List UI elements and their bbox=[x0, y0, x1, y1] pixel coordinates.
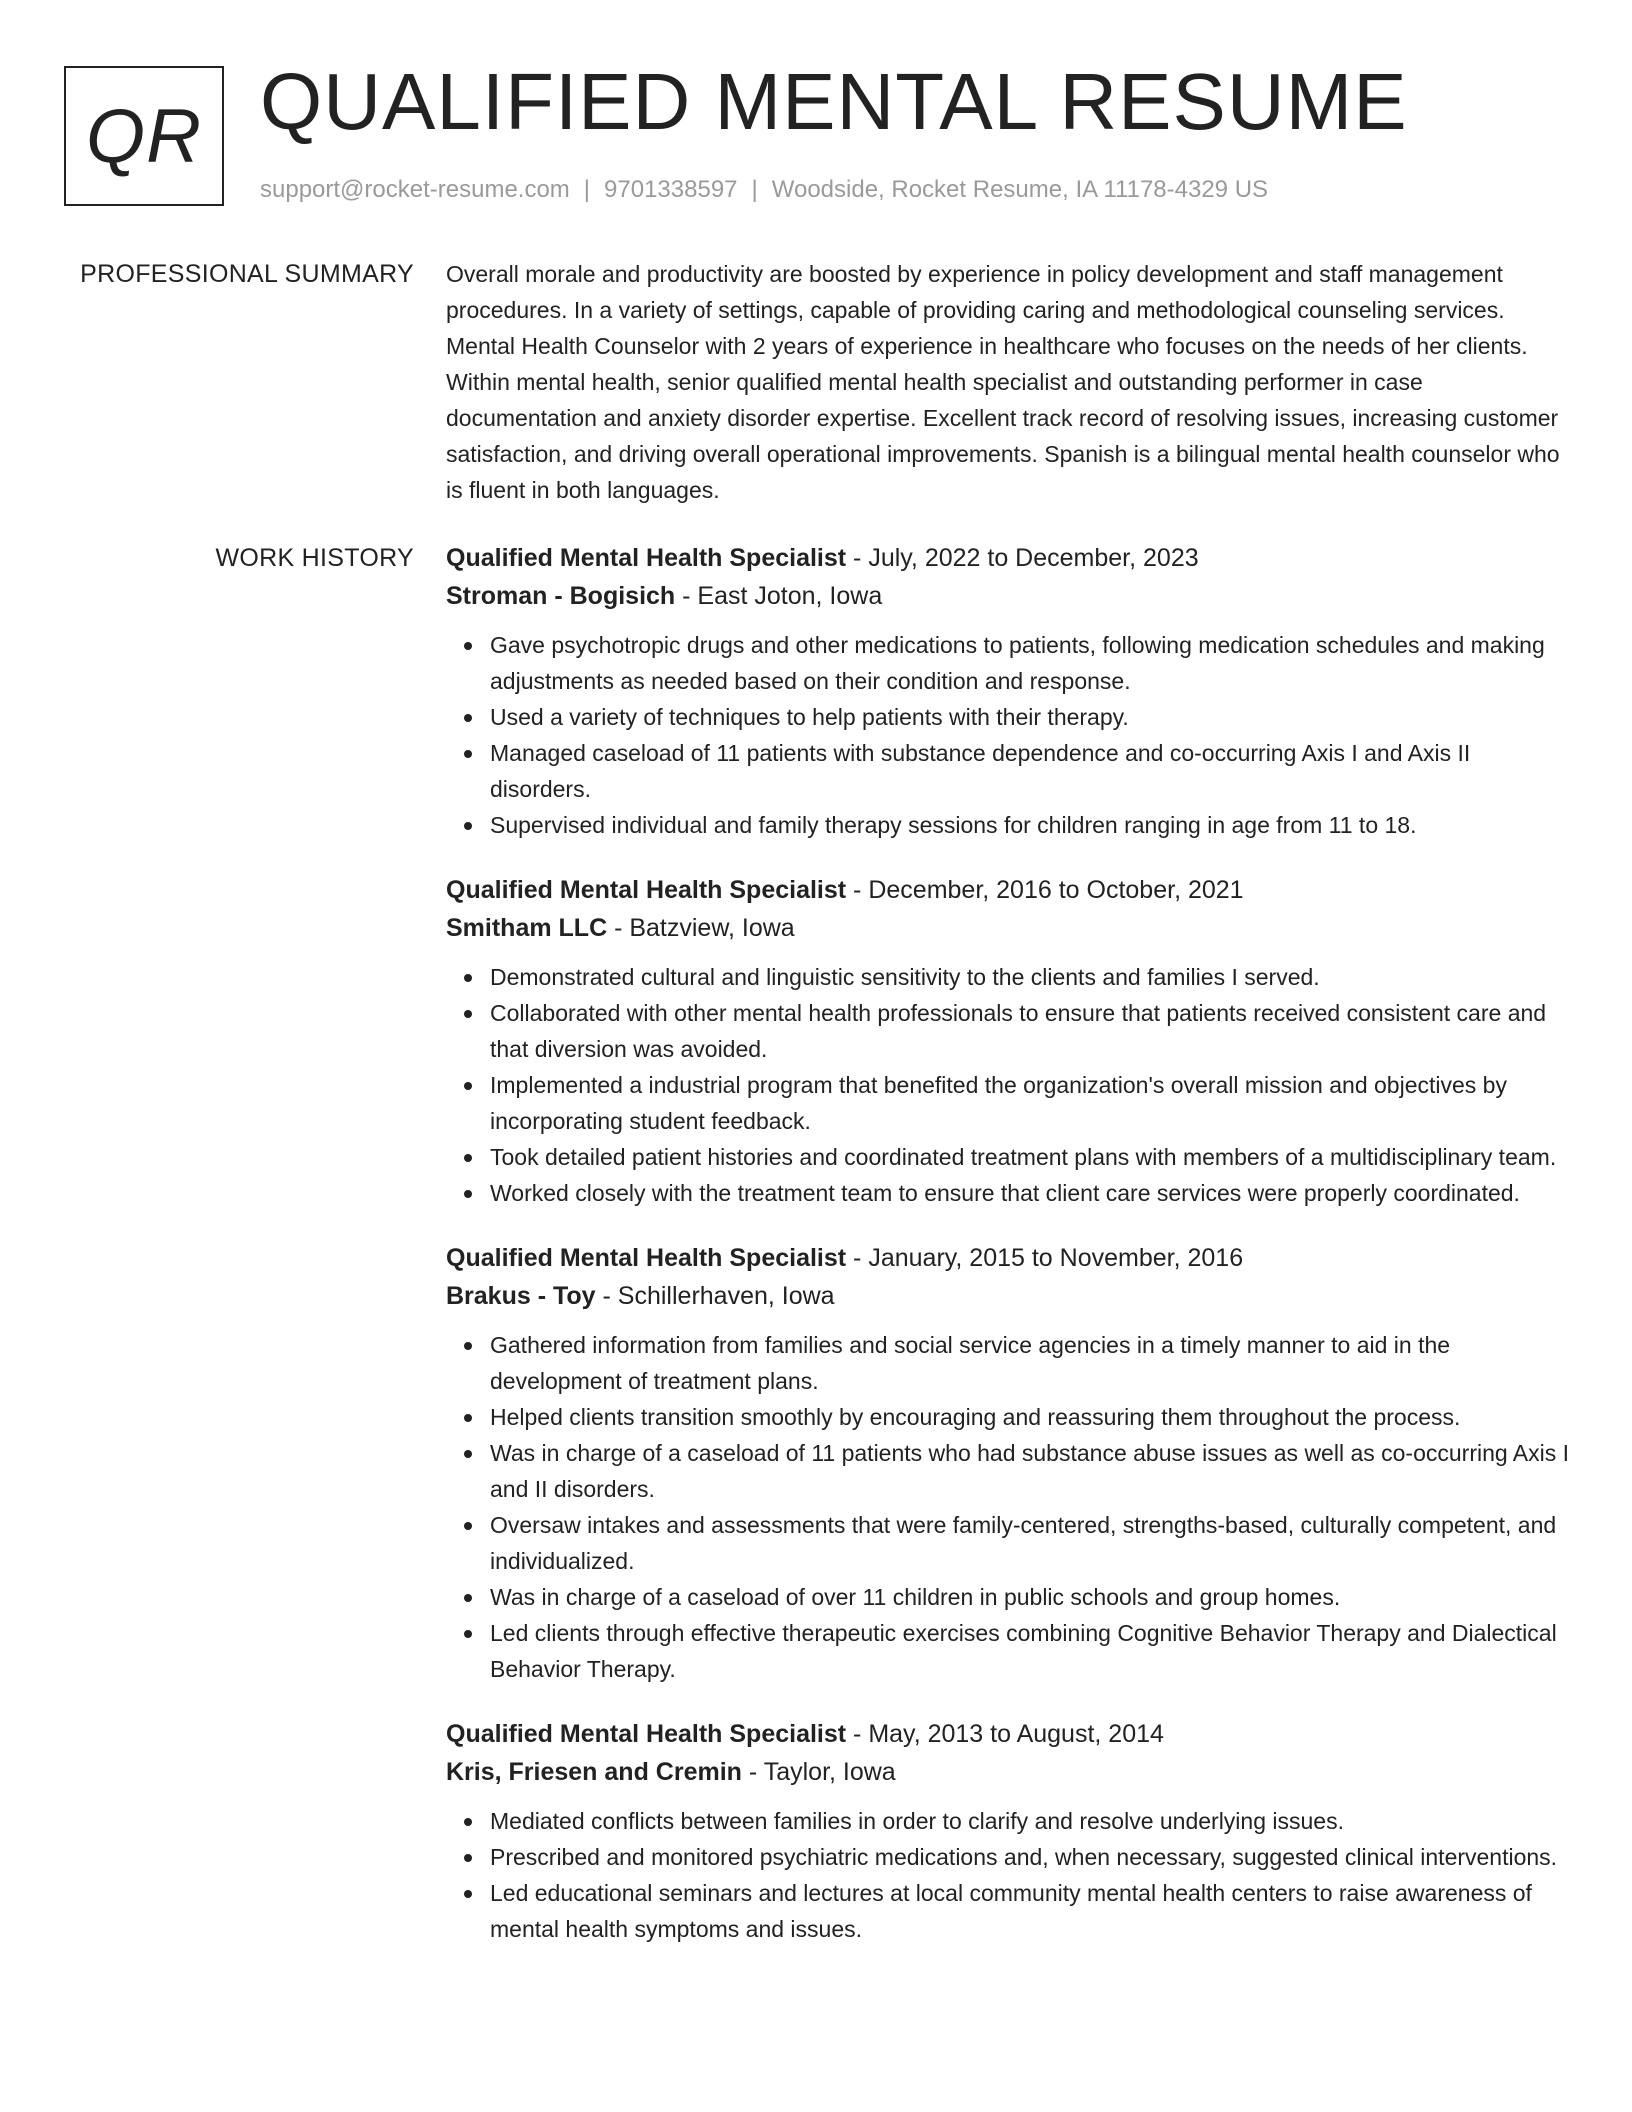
job-bullet: Led clients through effective therapeutic exercises combining Cognitive Behavior Therapy and Dialectical Behavior Therapy. bbox=[490, 1615, 1571, 1687]
summary-text: Overall morale and productivity are boosted by experience in policy development and staff management procedures. In a variety of settings, capable of providing caring and methodological counseling services. Mental Health Counselor with 2 years of experience in healthcare who focuses on the needs of her clients. Within mental health, senior qualified mental health specialist and outstanding performer in case documentation and anxiety disorder expertise. Excellent track record of resolving issues, increasing customer satisfaction, and driving overall operational improvements. Spanish is a bilingual mental health counselor who is fluent in both languages. bbox=[446, 261, 1560, 503]
job-dates: - July, 2022 to December, 2023 bbox=[846, 544, 1199, 572]
job-bullet: Gathered information from families and social service agencies in a timely manner to aid in the development of treatment plans. bbox=[490, 1327, 1571, 1399]
candidate-name: QUALIFIED MENTAL RESUME bbox=[260, 57, 1408, 146]
job-bullet: Was in charge of a caseload of over 11 children in public schools and group homes. bbox=[490, 1579, 1571, 1615]
job-bullet: Took detailed patient histories and coordinated treatment plans with members of a multidisciplinary team. bbox=[490, 1139, 1571, 1175]
job-title: Qualified Mental Health Specialist bbox=[446, 1720, 847, 1748]
job-bullet: Supervised individual and family therapy sessions for children ranging in age from 11 to 18. bbox=[490, 807, 1571, 843]
job-title: Qualified Mental Health Specialist bbox=[446, 544, 847, 572]
job-title-line bbox=[446, 539, 1571, 577]
job-bullet: Oversaw intakes and assessments that were family-centered, strengths-based, culturally competent, and individualized. bbox=[490, 1507, 1571, 1579]
job-dates: - January, 2015 to November, 2016 bbox=[846, 1244, 1244, 1272]
job-bullet-list bbox=[446, 1803, 1571, 1947]
job-bullet-list bbox=[446, 959, 1571, 1211]
job-company-line bbox=[446, 1277, 1571, 1315]
section-label-work-history: WORK HISTORY bbox=[215, 544, 414, 572]
contact-address: Woodside, Rocket Resume, IA 11178-4329 US bbox=[771, 176, 1269, 203]
job-title-line bbox=[446, 1715, 1571, 1753]
job-bullet-list bbox=[446, 627, 1571, 843]
job-company: Stroman - Bogisich bbox=[446, 582, 676, 610]
job-bullet: Collaborated with other mental health professionals to ensure that patients received consistent care and that diversion was avoided. bbox=[490, 995, 1571, 1067]
job-bullet: Gave psychotropic drugs and other medications to patients, following medication schedules and making adjustments as needed based on their condition and response. bbox=[490, 627, 1571, 699]
job-company: Smitham LLC bbox=[446, 914, 608, 942]
job-title: Qualified Mental Health Specialist bbox=[446, 876, 847, 904]
work-history-section bbox=[446, 539, 1571, 1975]
job-bullet: Prescribed and monitored psychiatric medications and, when necessary, suggested clinical interventions. bbox=[490, 1839, 1571, 1875]
job-bullet: Managed caseload of 11 patients with substance dependence and co-occurring Axis I and Axis II disorders. bbox=[490, 735, 1571, 807]
job-bullet: Led educational seminars and lectures at local community mental health centers to raise awareness of mental health symptoms and issues. bbox=[490, 1875, 1571, 1947]
contact-line bbox=[260, 175, 1268, 205]
job-location: - Taylor, Iowa bbox=[741, 1758, 896, 1786]
job-bullet: Worked closely with the treatment team to ensure that client care services were properly coordinated. bbox=[490, 1175, 1571, 1211]
job-title: Qualified Mental Health Specialist bbox=[446, 1244, 847, 1272]
job-bullet: Implemented a industrial program that benefited the organization's overall mission and objectives by incorporating student feedback. bbox=[490, 1067, 1571, 1139]
job-bullet: Used a variety of techniques to help patients with their therapy. bbox=[490, 699, 1571, 735]
job-company-line bbox=[446, 909, 1571, 947]
job-company: Brakus - Toy bbox=[446, 1282, 596, 1310]
job-dates: - May, 2013 to August, 2014 bbox=[846, 1720, 1164, 1748]
job-entry bbox=[446, 539, 1571, 843]
summary-section bbox=[446, 256, 1571, 508]
monogram-logo bbox=[64, 66, 224, 206]
contact-separator: | bbox=[583, 176, 591, 203]
contact-phone[interactable]: 9701338597 bbox=[604, 176, 738, 203]
job-company: Kris, Friesen and Cremin bbox=[446, 1758, 742, 1786]
contact-email[interactable]: support@rocket-resume.com bbox=[260, 176, 570, 203]
job-entry bbox=[446, 871, 1571, 1211]
job-bullet: Demonstrated cultural and linguistic sensitivity to the clients and families I served. bbox=[490, 959, 1571, 995]
job-company-line bbox=[446, 1753, 1571, 1791]
job-entry bbox=[446, 1239, 1571, 1687]
job-dates: - December, 2016 to October, 2021 bbox=[846, 876, 1244, 904]
job-entry bbox=[446, 1715, 1571, 1947]
job-bullet-list bbox=[446, 1327, 1571, 1687]
job-location: - East Joton, Iowa bbox=[675, 582, 883, 610]
job-company-line bbox=[446, 577, 1571, 615]
section-label-summary: PROFESSIONAL SUMMARY bbox=[80, 260, 414, 288]
job-bullet: Helped clients transition smoothly by encouraging and reassuring them throughout the process. bbox=[490, 1399, 1571, 1435]
job-location: - Batzview, Iowa bbox=[607, 914, 795, 942]
job-bullet: Was in charge of a caseload of 11 patients who had substance abuse issues as well as co-occurring Axis I and II disorders. bbox=[490, 1435, 1571, 1507]
job-bullet: Mediated conflicts between families in order to clarify and resolve underlying issues. bbox=[490, 1803, 1571, 1839]
job-location: - Schillerhaven, Iowa bbox=[595, 1282, 835, 1310]
job-title-line bbox=[446, 1239, 1571, 1277]
monogram-text: QR bbox=[86, 93, 202, 179]
contact-separator: | bbox=[751, 176, 758, 203]
job-title-line bbox=[446, 871, 1571, 909]
